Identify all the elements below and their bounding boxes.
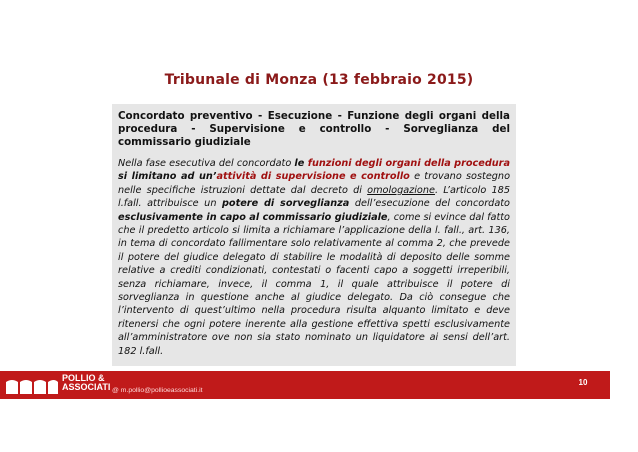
body-highlight: funzioni degli organi della procedura (307, 158, 511, 169)
body-text: , come si evince dal fatto che il predetto articolo si limita a richiamare l’applicazione della l. fall., art. 136, in tema di concordato fallimentare solo relativamente al comma 2, che prevede il potere del giudice delegato di stabilire le modalità di deposito delle somme relative a crediti condizionati, contestati o facenti capo a soggetti irreperibili, senza richiamare, invece, il comma 1, il quale attribuisce il potere di sorveglianza in questione anche al giudice delegato. Da ciò consegue che l’intervento di quest’ultimo nella procedura risulta alquanto limitato e deve ritenersi che ogni potere inerente alla gestione effettiva spetti esclusivamente all’amministratore ove non sia stato nominato un liquidatore ai sensi dell’art. 182 l.fall. (118, 211, 510, 357)
body-highlight: attività di supervisione e controllo (216, 171, 410, 183)
content-heading: Concordato preventivo - Esecuzione - Funzione degli organi della procedura - Supervisione e controllo - Sorveglianza del commissario giudiziale (118, 110, 510, 148)
content-body (118, 157, 510, 358)
firm-logo-icon (4, 376, 60, 396)
page-number: 10 (578, 378, 588, 387)
body-text: e trovano sostegno nelle specifiche istruzioni dettate dal decreto di omologazione (118, 171, 511, 196)
body-bold: le (294, 158, 308, 169)
body-bold: potere di sorveglianza (222, 198, 350, 210)
body-text: Nella fase esecutiva del concordato (118, 158, 295, 169)
body-bold: esclusivamente in capo al commissario giudiziale (118, 211, 388, 223)
body-bold: si limitano ad un’ (118, 171, 217, 183)
footer-email[interactable]: @ m.pollio@pollioeassociati.it (112, 387, 203, 394)
underlined-term: omologazione (367, 184, 435, 196)
body-text: . L’articolo 185 l.fall. attribuisce un (118, 184, 510, 210)
logo-line2: ASSOCIATI (62, 381, 111, 392)
firm-logo-text (62, 374, 110, 391)
body-text: dell’esecuzione del concordato (349, 198, 510, 210)
logo-line1: POLLIO & (62, 373, 105, 383)
content-box (112, 104, 516, 366)
slide-title: Tribunale di Monza (13 febbraio 2015) (164, 72, 474, 88)
